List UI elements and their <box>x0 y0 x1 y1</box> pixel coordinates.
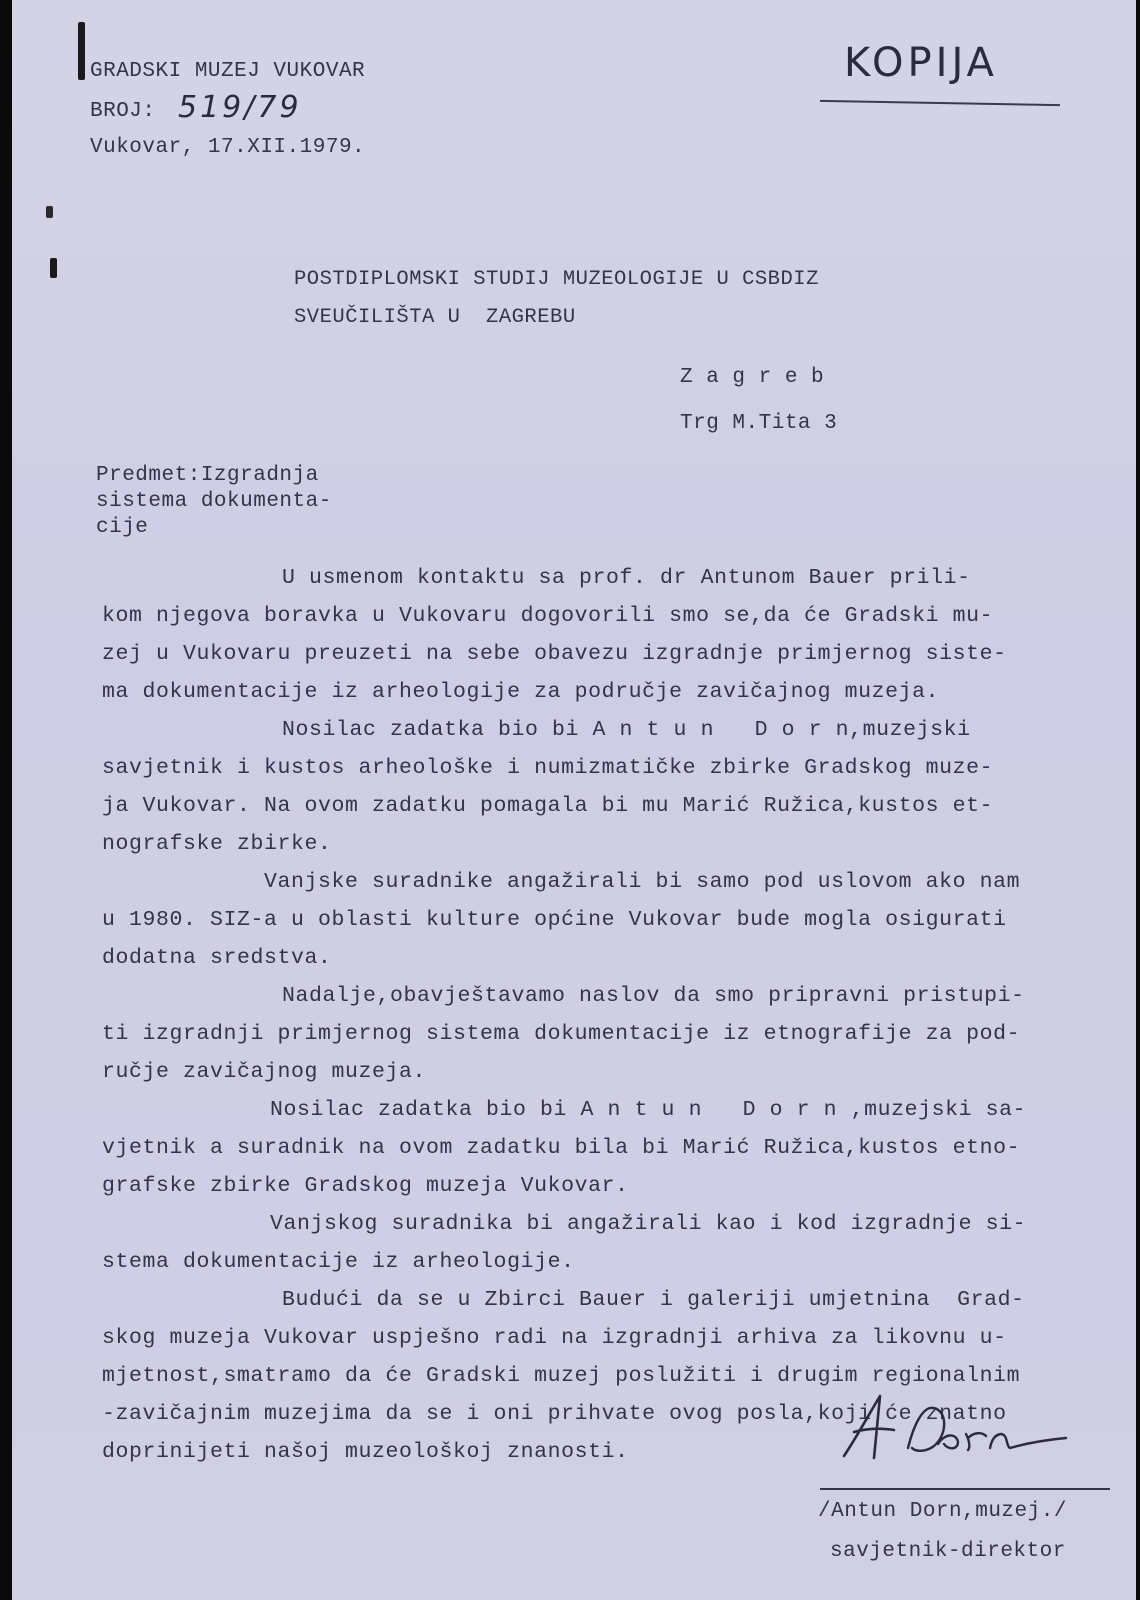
body-line: skog muzeja Vukovar uspješno radi na izgradnji arhiva za likovnu u- <box>102 1326 1007 1350</box>
body-line: U usmenom kontaktu sa prof. dr Antunom Bauer prili- <box>282 566 971 590</box>
copy-stamp-note: KOPIJA <box>844 40 998 86</box>
body-line: mjetnost,smatramo da će Gradski muzej poslužiti i drugim regionalnim <box>102 1364 1021 1388</box>
body-line: -zavičajnim muzejima da se i oni prihvate ovog posla,koji će znatno <box>102 1402 1007 1426</box>
body-line: kom njegova boravka u Vukovaru dogovorili smo se,da će Gradski mu- <box>102 604 994 628</box>
body-line: savjetnik i kustos arheološke i numizmatičke zbirke Gradskog muze- <box>102 756 994 780</box>
body-line: doprinijeti našoj muzeološkoj znanosti. <box>102 1440 629 1464</box>
body-line: dodatna sredstva. <box>102 946 332 970</box>
recipient-city: Z a g r e b <box>680 366 825 389</box>
reference-number-handwritten: 519/79 <box>178 90 302 125</box>
sender-date: Vukovar, 17.XII.1979. <box>90 136 366 159</box>
reference-number-label: BROJ: <box>90 100 156 123</box>
body-line: stema dokumentacije iz arheologije. <box>102 1250 575 1274</box>
signatory-name: /Antun Dorn,muzej./ <box>818 1500 1067 1523</box>
letter-body <box>12 0 1136 1600</box>
body-line: nografske zbirke. <box>102 832 332 856</box>
body-line: zej u Vukovaru preuzeti na sebe obavezu izgradnje primjernog siste- <box>102 642 1007 666</box>
body-line: ja Vukovar. Na ovom zadatku pomagala bi mu Marić Ružica,kustos et- <box>102 794 994 818</box>
body-line: Budući da se u Zbirci Bauer i galeriji umjetnina Grad- <box>282 1288 1025 1312</box>
body-line: Vanjske suradnike angažirali bi samo pod uslovom ako nam <box>264 870 1021 894</box>
subject-line-3: cije <box>96 516 149 539</box>
body-line: grafske zbirke Gradskog muzeja Vukovar. <box>102 1174 629 1198</box>
sender-institution: GRADSKI MUZEJ VUKOVAR <box>90 60 366 83</box>
signatory-title: savjetnik-direktor <box>830 1540 1066 1563</box>
recipient-line-1: POSTDIPLOMSKI STUDIJ MUZEOLOGIJE U CSBDIZ <box>294 268 819 291</box>
recipient-line-2: SVEUČILIŠTA U ZAGREBU <box>294 306 576 329</box>
body-line: Nosilac zadatka bio bi A n t u n D o r n,muzejski <box>282 718 971 742</box>
body-line: Vanjskog suradnika bi angažirali kao i kod izgradnje si- <box>270 1212 1027 1236</box>
body-line: Nadalje,obavještavamo naslov da smo pripravni pristupi- <box>282 984 1025 1008</box>
body-line: ručje zavičajnog muzeja. <box>102 1060 427 1084</box>
letter-page <box>12 0 1136 1600</box>
body-line: ti izgradnji primjernog sistema dokumentacije iz etnografije za pod- <box>102 1022 1021 1046</box>
handwritten-signature <box>834 1388 1074 1468</box>
body-line: Nosilac zadatka bio bi A n t u n D o r n ,muzejski sa- <box>270 1098 1027 1122</box>
recipient-street: Trg M.Tita 3 <box>680 412 838 435</box>
body-line: vjetnik a suradnik na ovom zadatku bila bi Marić Ružica,kustos etno- <box>102 1136 1021 1160</box>
subject-line-2: sistema dokumenta- <box>96 490 332 513</box>
body-line: ma dokumentacije iz arheologije za područje zavičajnog muzeja. <box>102 680 940 704</box>
signature-line <box>820 1488 1110 1490</box>
body-line: u 1980. SIZ-a u oblasti kulture općine Vukovar bude mogla osigurati <box>102 908 1007 932</box>
subject-line-1: Predmet:Izgradnja <box>96 464 319 487</box>
